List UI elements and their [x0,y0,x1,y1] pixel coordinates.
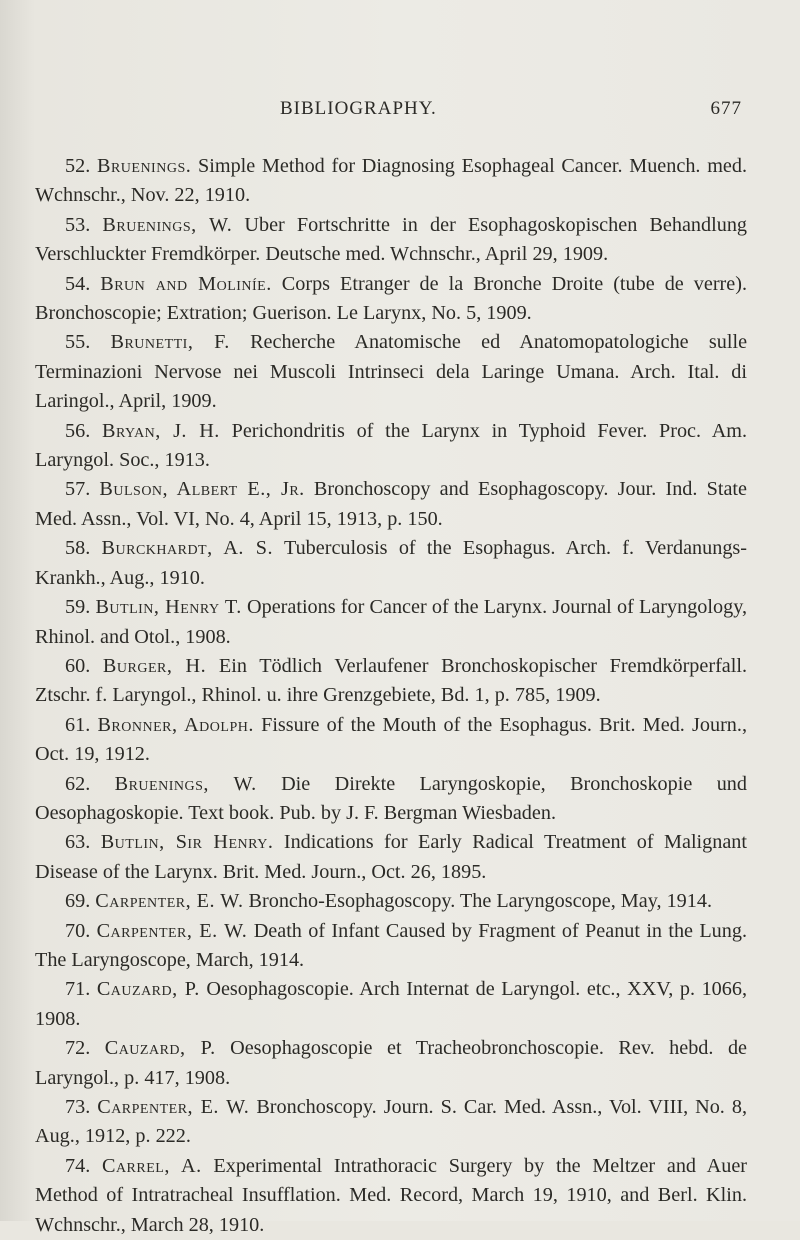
entry-text: Oesophagoscopie. Arch Internat de Laryngol. etc., XXV, p. 1066, 1908. [35,978,748,1030]
bibliography-entry [35,211,747,270]
entry-number: 57. [65,478,91,501]
entry-number: 53. [65,213,91,236]
bibliography-entry [35,270,747,329]
bibliography-entry [35,711,747,770]
entry-author: Burger, H. [102,654,207,677]
bibliography-entry [35,328,747,416]
entry-author: Bronner, Adolph. [97,713,254,736]
bibliography-entry [35,917,747,976]
entry-number: 55. [65,331,91,354]
bibliography-entry [35,975,747,1034]
entry-text: Uber Fortschritte in der Esophagoskopischen Behandlung Verschluckter Fremdkörper. Deutsche med. Wchnschr., April 29, 1909. [35,213,748,266]
entry-number: 56. [65,419,91,442]
entry-author: Bruenings, W. [114,772,257,795]
entry-number: 52. [65,155,91,177]
entry-number: 61. [65,713,91,736]
entry-text: Simple Method for Diagnosing Esophageal Cancer. Muench. med. Wchnschr., Nov. 22, 1910. [35,155,748,207]
bibliography-entry [35,1152,747,1240]
entry-text: Indications for Early Radical Treatment of Malignant Disease of the Larynx. Brit. Med. Journ., Oct. 26, 1895. [35,831,748,883]
entry-text: Die Direkte Laryngoskopie, Bronchoskopie und Oesophagoskopie. Text book. Pub. by J. F. Bergman Wiesbaden. [35,772,747,824]
entry-text: Operations for Cancer of the Larynx. Journal of Laryngology, Rhinol. and Otol., 1908. [35,596,748,648]
entry-author: Bryan, J. H. [101,419,220,442]
entry-text: Recherche Anatomische ed Anatomopatologiche sulle Terminazioni Nervose nei Muscoli Intrinseci dela Laringe Umana. Arch. Ital. di Laringol., April, 1909. [35,331,748,413]
entry-number: 60. [65,654,91,677]
running-head: BIBLIOGRAPHY. [280,98,437,119]
bibliography-entry [35,652,747,711]
entry-number: 59. [65,596,91,619]
entry-text: Broncho-Esophagoscopy. The Laryngoscope, May, 1914. [248,890,713,913]
entry-text: Perichondritis of the Larynx in Typhoid Fever. Proc. Am. Laryngol. Soc., 1913. [35,419,748,472]
entry-number: 72. [65,1037,91,1060]
page-number: 677 [710,98,742,119]
entry-author: Cauzard, P. [96,978,200,1001]
entry-text: Fissure of the Mouth of the Esophagus. Brit. Med. Journ., Oct. 19, 1912. [35,713,747,766]
page-header [0,98,800,128]
entry-number: 71. [65,978,91,1001]
entry-text: Tuberculosis of the Esophagus. Arch. f. Verdanungs-Krankh., Aug., 1910. [35,537,748,589]
bibliography-entry [35,534,747,593]
entry-text: Experimental Intrathoracic Surgery by the Meltzer and Auer Method of Intratracheal Insufflation. Med. Record, March 19, 1910, and Berl. Klin. Wchnschr., March 28, 1910. [35,1154,748,1236]
entry-number: 69. [65,890,91,913]
bibliography-entry [35,475,747,534]
entry-author: Butlin, Sir Henry. [100,831,274,854]
entry-author: Bulson, Albert E., Jr. [99,478,305,501]
entry-text: Death of Infant Caused by Fragment of Peanut in the Lung. The Laryngoscope, March, 1914. [35,919,748,971]
bibliography-entry [35,152,747,211]
entry-author: Burckhardt, A. S. [101,537,274,560]
entry-author: Carpenter, E. W. [96,919,248,942]
entry-text: Bronchoscopy. Journ. S. Car. Med. Assn., Vol. VIII, No. 8, Aug., 1912, p. 222. [35,1096,747,1148]
entry-text: Bronchoscopy and Esophagoscopy. Jour. Ind. State Med. Assn., Vol. VI, No. 4, April 15, 1913, p. 150. [35,478,747,530]
entry-text: Corps Etranger de la Bronche Droite (tube de verre). Bronchoscopie; Extration; Guerison. Le Larynx, No. 5, 1909. [35,272,747,325]
bibliography-list [35,152,747,1240]
entry-author: Butlin, Henry T. [95,596,242,619]
entry-number: 54. [65,272,91,295]
entry-number: 58. [65,537,91,560]
entry-author: Carrel, A. [101,1154,202,1177]
bibliography-entry [35,1034,747,1093]
bibliography-entry [35,770,747,829]
bibliography-entry [35,887,747,916]
entry-author: Bruenings. [96,155,192,177]
entry-author: Carpenter, E. W. [95,890,244,913]
entry-text: Oesophagoscopie et Tracheobronchoscopie. Rev. hebd. de Laryngol., p. 417, 1908. [35,1037,747,1089]
entry-author: Carpenter, E. W. [97,1096,250,1118]
entry-author: Brunetti, F. [110,331,230,354]
entry-author: Cauzard, P. [104,1037,216,1060]
bibliography-entry [35,593,747,652]
entry-number: 70. [65,919,91,942]
entry-number: 74. [65,1154,91,1177]
bibliography-entry [35,417,747,476]
entry-number: 62. [65,772,91,795]
bibliography-entry [35,828,747,887]
entry-number: 63. [65,831,91,854]
entry-author: Brun and Moliníe. [100,272,272,295]
entry-text: Ein Tödlich Verlaufener Bronchoskopischer Fremdkörperfall. Ztschr. f. Laryngol., Rhinol. u. ihre Grenzgebiete, Bd. 1, p. 785, 1909. [35,654,748,707]
entry-author: Bruenings, W. [102,213,233,236]
bibliography-entry [35,1093,747,1152]
entry-number: 73. [65,1096,91,1118]
